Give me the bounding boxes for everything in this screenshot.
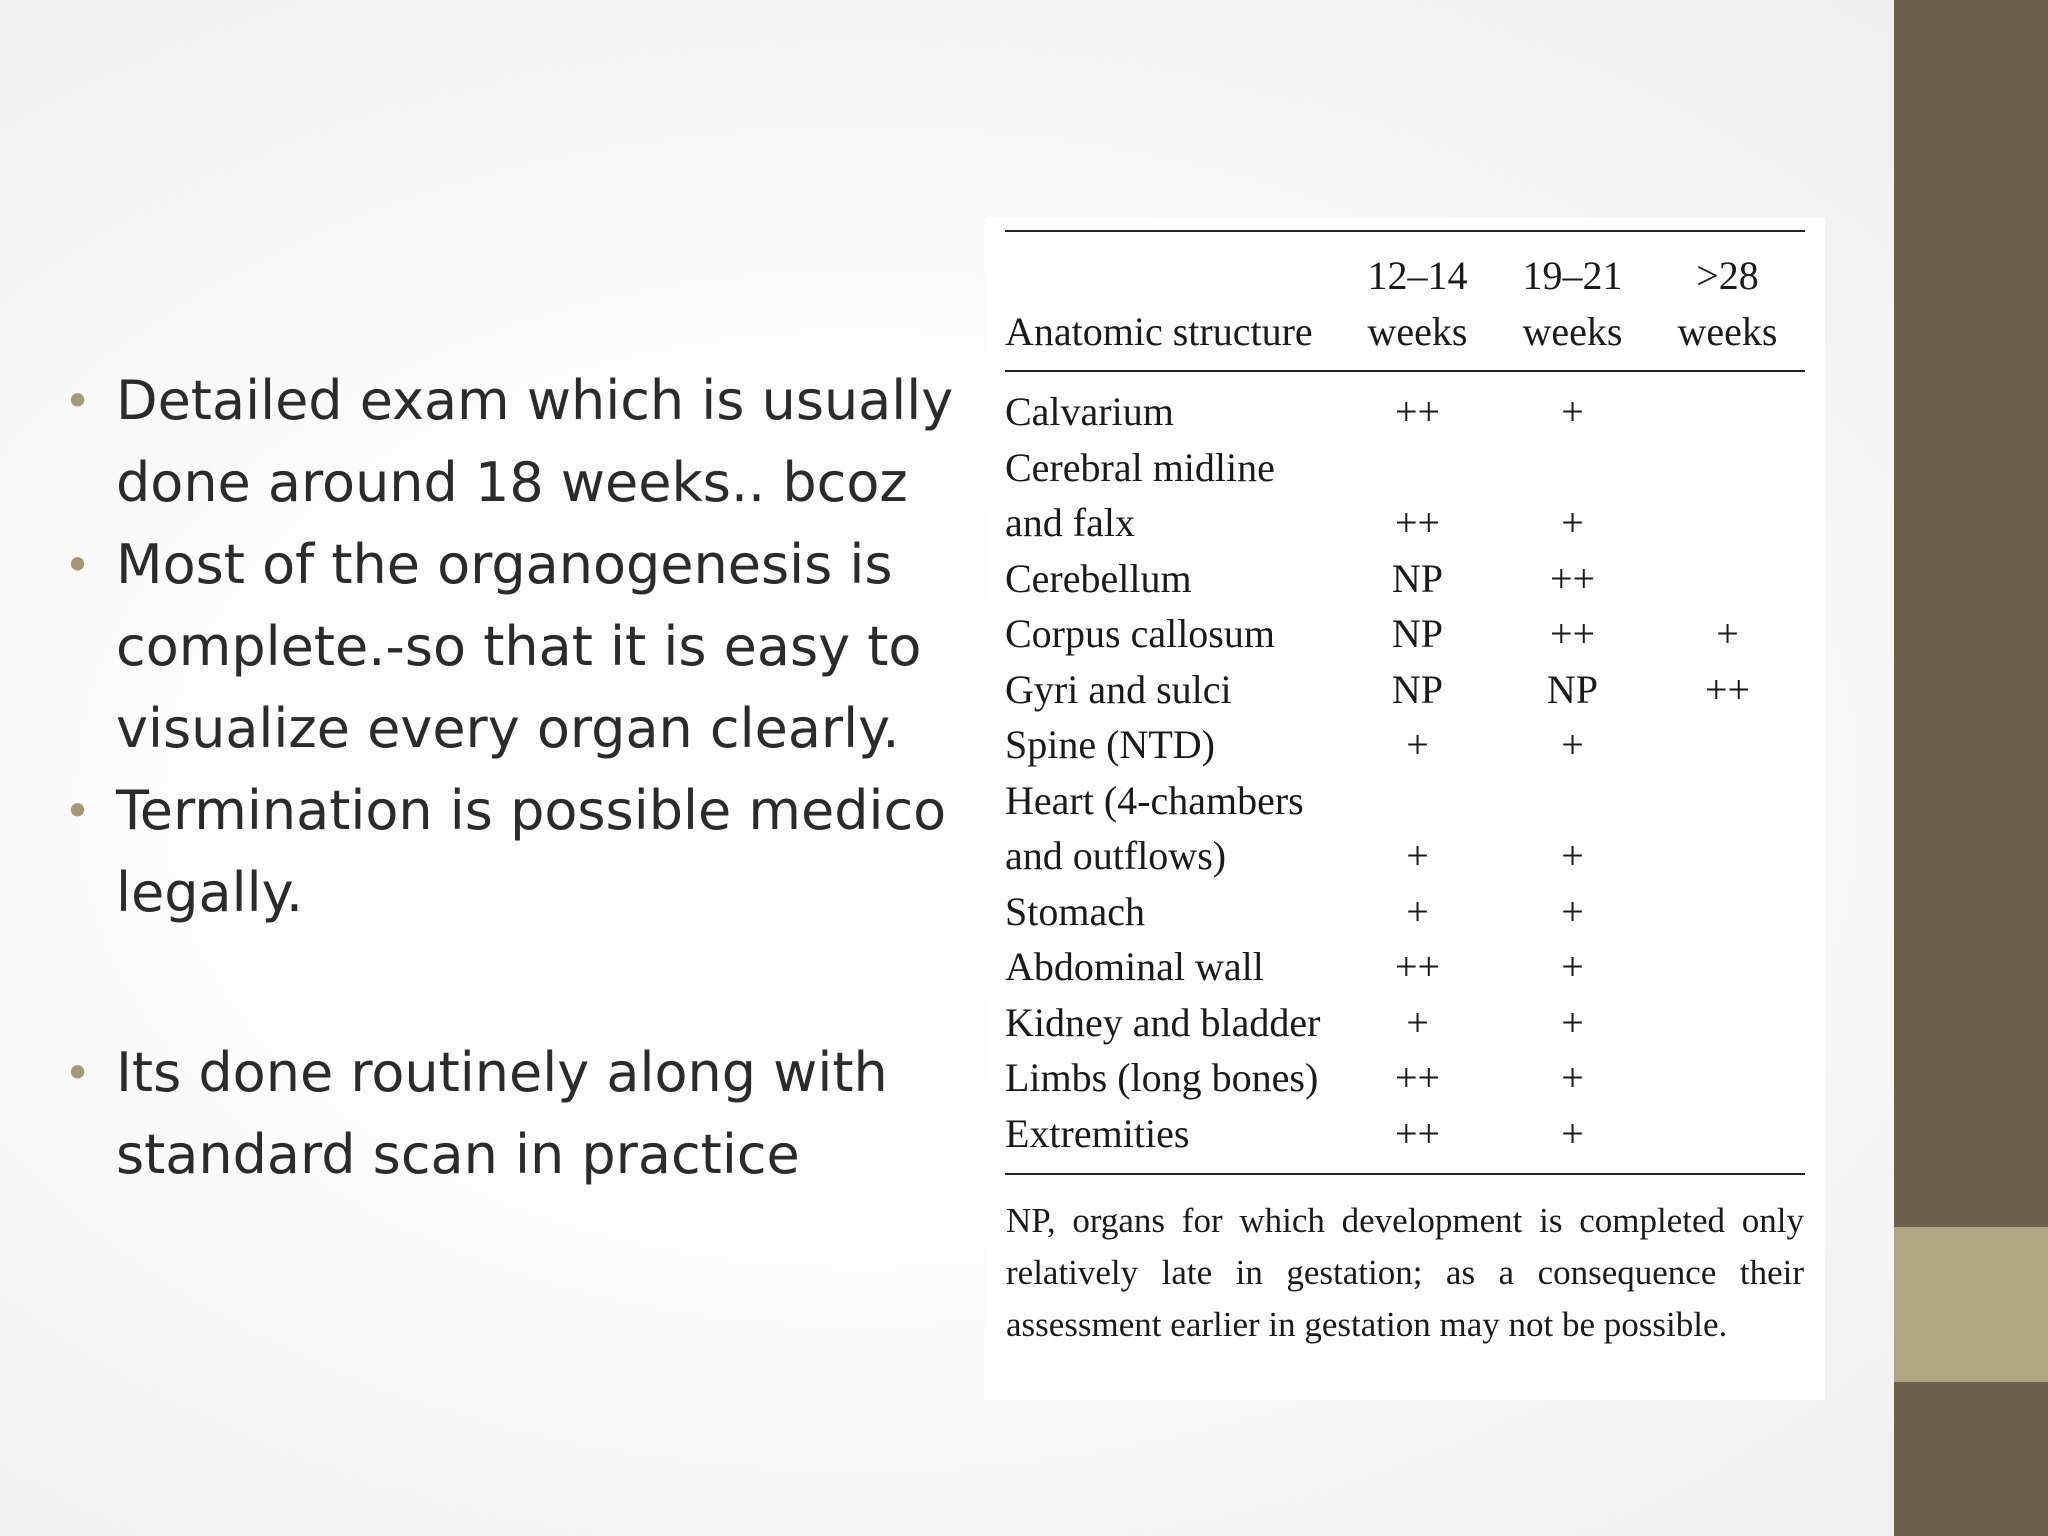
week-value: ++: [1394, 500, 1441, 545]
week-value: [1650, 1050, 1805, 1106]
table-row: [1005, 1106, 1805, 1175]
week-value: ++: [1394, 1110, 1441, 1156]
week-value: [1650, 371, 1805, 440]
week-value: +: [1561, 999, 1584, 1045]
structure-name: and outflows): [1005, 833, 1227, 878]
footnote-row: [1005, 1174, 1805, 1352]
structure-name: Kidney and bladder: [1005, 999, 1321, 1045]
header-structure-text: Anatomic structure: [1005, 309, 1313, 354]
week-value: +: [1406, 999, 1429, 1045]
week-value: [1650, 551, 1805, 607]
structure-name: Gyri and sulci: [1005, 666, 1232, 712]
table-row: [1005, 884, 1805, 940]
week-value: [1650, 939, 1805, 995]
week-value: ++: [1704, 666, 1751, 712]
week-value: [1650, 828, 1805, 884]
week-value: NP: [1391, 611, 1444, 656]
bullet-item-3: • Termination is possible medico legally.: [60, 770, 980, 934]
header-12-14-line2: weeks: [1367, 309, 1468, 354]
header-over-28-line2: weeks: [1677, 309, 1778, 354]
week-value: ++: [1549, 611, 1596, 656]
week-value: +: [1406, 722, 1429, 767]
week-value: [1495, 773, 1650, 829]
structure-name: Abdominal wall: [1005, 944, 1264, 989]
week-value: [1650, 1106, 1805, 1175]
table-footnote: NP, organs for which development is completed only relatively late in gestation; as a consequence their assessment earlier in gestation may not be possible.: [1005, 1174, 1805, 1352]
week-value: [1650, 717, 1805, 773]
structure-name: Cerebral midline: [1005, 444, 1275, 490]
week-value: ++: [1394, 1055, 1441, 1100]
week-value: +: [1406, 833, 1429, 878]
structure-name: Limbs (long bones): [1005, 1055, 1319, 1100]
week-value: NP: [1391, 555, 1444, 601]
week-value: +: [1406, 888, 1429, 934]
structure-name: Corpus callosum: [1005, 611, 1275, 656]
week-value: +: [1561, 1055, 1584, 1100]
side-accent-block: [1894, 1227, 2048, 1382]
table-row: [1005, 773, 1805, 829]
week-value: [1650, 495, 1805, 551]
header-structure: [1005, 231, 1340, 371]
table-body: [1005, 371, 1805, 1174]
week-value: [1650, 773, 1805, 829]
header-19-21-weeks: [1495, 231, 1650, 371]
week-value: +: [1561, 500, 1584, 545]
week-value: NP: [1391, 666, 1444, 712]
week-value: +: [1561, 833, 1584, 878]
week-value: +: [1561, 722, 1584, 767]
table-header-row: [1005, 231, 1805, 371]
table-row: [1005, 606, 1805, 662]
header-19-21-line2: weeks: [1522, 309, 1623, 354]
week-value: +: [1716, 611, 1739, 656]
week-value: ++: [1394, 944, 1441, 989]
header-over-28-weeks: [1650, 231, 1805, 371]
week-value: [1650, 995, 1805, 1051]
week-value: +: [1561, 944, 1584, 989]
week-value: [1650, 440, 1805, 496]
table-row: [1005, 1050, 1805, 1106]
structure-name: Extremities: [1005, 1110, 1190, 1156]
table-row: [1005, 995, 1805, 1051]
week-value: [1340, 773, 1495, 829]
bullet-item-1: • Detailed exam which is usually done around 18 weeks.. bcoz: [60, 360, 980, 524]
week-value: NP: [1546, 666, 1599, 712]
week-value: +: [1561, 1110, 1584, 1156]
table-row: [1005, 440, 1805, 496]
week-value: ++: [1549, 555, 1596, 601]
table-row: [1005, 662, 1805, 718]
table-row: [1005, 371, 1805, 440]
table-row: [1005, 828, 1805, 884]
table-row: [1005, 551, 1805, 607]
header-12-14-weeks: [1340, 231, 1495, 371]
week-value: +: [1561, 888, 1584, 934]
structure-name: Heart (4-chambers: [1005, 777, 1304, 823]
bullet-item-4: • Its done routinely along with standard scan in practice: [60, 1032, 980, 1196]
table-row: [1005, 495, 1805, 551]
structure-name: and falx: [1005, 500, 1135, 545]
structure-name: Stomach: [1005, 888, 1145, 934]
table-row: [1005, 717, 1805, 773]
header-over-28-line1: >28: [1696, 253, 1759, 298]
week-value: [1340, 440, 1495, 496]
structure-name: Calvarium: [1005, 389, 1174, 434]
week-value: [1650, 884, 1805, 940]
structure-name: Cerebellum: [1005, 555, 1192, 601]
bullet-item-2: • Most of the organogenesis is complete.-so that it is easy to visualize every organ clearly.: [60, 524, 980, 770]
structure-name: Spine (NTD): [1005, 722, 1215, 767]
week-value: +: [1561, 389, 1584, 434]
week-value: [1495, 440, 1650, 496]
table-row: [1005, 939, 1805, 995]
anatomy-table: [1005, 230, 1805, 1352]
header-19-21-line1: 19–21: [1522, 253, 1623, 298]
week-value: ++: [1394, 389, 1441, 434]
anatomy-table-panel: [985, 218, 1825, 1400]
header-12-14-line1: 12–14: [1367, 253, 1468, 298]
bullet-list: [60, 360, 980, 1196]
